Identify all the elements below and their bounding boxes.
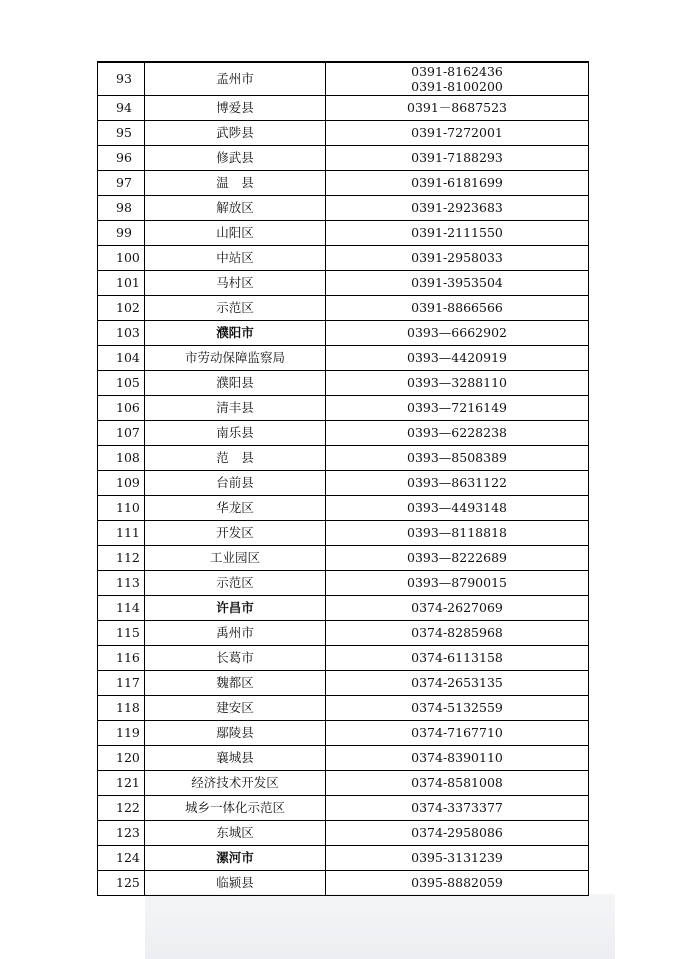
phone-cell	[326, 846, 589, 871]
district-name-cell: 开发区	[145, 521, 326, 546]
table-row	[98, 421, 589, 446]
phone-number: 0391-2958033	[411, 250, 503, 265]
district-name-cell: 经济技术开发区	[145, 771, 326, 796]
table-row	[98, 346, 589, 371]
city-name-cell: 许昌市	[145, 596, 326, 621]
row-number: 122	[98, 796, 145, 821]
phone-number: 0391-2923683	[411, 200, 503, 215]
phone-cell	[326, 96, 589, 121]
table-row	[98, 546, 589, 571]
phone-number: 0393—3288110	[407, 375, 507, 390]
row-number: 120	[98, 746, 145, 771]
phone-number: 0391-8866566	[411, 300, 503, 315]
row-number: 110	[98, 496, 145, 521]
table-row	[98, 846, 589, 871]
phone-number: 0393—8118818	[407, 525, 507, 540]
table-row	[98, 671, 589, 696]
phone-cell	[326, 346, 589, 371]
phone-cell	[326, 696, 589, 721]
district-name-cell: 魏都区	[145, 671, 326, 696]
phone-cell	[326, 121, 589, 146]
phone-cell	[326, 496, 589, 521]
row-number: 118	[98, 696, 145, 721]
phone-number: 0374-2958086	[411, 825, 503, 840]
phone-cell	[326, 446, 589, 471]
table-row	[98, 596, 589, 621]
phone-number: 0393—8222689	[407, 550, 507, 565]
table-row	[98, 621, 589, 646]
table-row	[98, 396, 589, 421]
row-number: 103	[98, 321, 145, 346]
row-number: 114	[98, 596, 145, 621]
phone-cell	[326, 796, 589, 821]
row-number: 111	[98, 521, 145, 546]
phone-number: 0391－8687523	[407, 100, 507, 115]
row-number: 107	[98, 421, 145, 446]
row-number: 96	[98, 146, 145, 171]
phone-number: 0391-7188293	[411, 150, 503, 165]
phone-number: 0391-7272001	[411, 125, 503, 140]
phone-number: 0393—4493148	[407, 500, 507, 515]
district-name-cell: 襄城县	[145, 746, 326, 771]
district-name-cell: 长葛市	[145, 646, 326, 671]
phone-number: 0393—8631122	[407, 475, 507, 490]
table-row	[98, 121, 589, 146]
row-number: 125	[98, 871, 145, 896]
phone-cell	[326, 571, 589, 596]
phone-cell	[326, 746, 589, 771]
row-number: 116	[98, 646, 145, 671]
phone-cell	[326, 546, 589, 571]
phone-cell	[326, 62, 589, 96]
district-name-cell: 博爱县	[145, 96, 326, 121]
district-name-cell: 范 县	[145, 446, 326, 471]
phone-number: 0374-8581008	[411, 775, 503, 790]
table-row	[98, 746, 589, 771]
phone-cell	[326, 621, 589, 646]
city-name-cell: 漯河市	[145, 846, 326, 871]
district-name-cell: 修武县	[145, 146, 326, 171]
district-name-cell: 示范区	[145, 296, 326, 321]
district-name-cell: 鄢陵县	[145, 721, 326, 746]
contact-table	[97, 61, 589, 896]
phone-cell	[326, 671, 589, 696]
table-row	[98, 221, 589, 246]
row-number: 100	[98, 246, 145, 271]
district-name-cell: 南乐县	[145, 421, 326, 446]
phone-number: 0393—7216149	[407, 400, 507, 415]
phone-number: 0391-3953504	[411, 275, 503, 290]
table-row	[98, 321, 589, 346]
table-row	[98, 496, 589, 521]
district-name-cell: 孟州市	[145, 62, 326, 96]
phone-cell	[326, 196, 589, 221]
phone-cell	[326, 471, 589, 496]
phone-number: 0374-2653135	[411, 675, 503, 690]
phone-number: 0393—6228238	[407, 425, 507, 440]
row-number: 115	[98, 621, 145, 646]
row-number: 108	[98, 446, 145, 471]
row-number: 106	[98, 396, 145, 421]
district-name-cell: 禹州市	[145, 621, 326, 646]
row-number: 99	[98, 221, 145, 246]
district-name-cell: 武陟县	[145, 121, 326, 146]
phone-number: 0391-8162436	[411, 64, 503, 79]
phone-cell	[326, 646, 589, 671]
row-number: 95	[98, 121, 145, 146]
row-number: 105	[98, 371, 145, 396]
city-name-cell: 濮阳市	[145, 321, 326, 346]
row-number: 109	[98, 471, 145, 496]
district-name-cell: 示范区	[145, 571, 326, 596]
row-number: 113	[98, 571, 145, 596]
phone-number: 0374-2627069	[411, 600, 503, 615]
row-number: 124	[98, 846, 145, 871]
phone-number: 0374-5132559	[411, 700, 503, 715]
table-row	[98, 271, 589, 296]
row-number: 98	[98, 196, 145, 221]
table-row	[98, 871, 589, 896]
phone-number: 0374-6113158	[411, 650, 503, 665]
table-row	[98, 696, 589, 721]
phone-cell	[326, 371, 589, 396]
phone-cell	[326, 771, 589, 796]
phone-cell	[326, 296, 589, 321]
table-row	[98, 646, 589, 671]
phone-number: 0393—4420919	[407, 350, 507, 365]
row-number: 119	[98, 721, 145, 746]
phone-cell	[326, 521, 589, 546]
table-row	[98, 371, 589, 396]
phone-number: 0393—6662902	[407, 325, 507, 340]
table-row	[98, 521, 589, 546]
table-row	[98, 296, 589, 321]
district-name-cell: 市劳动保障监察局	[145, 346, 326, 371]
district-name-cell: 清丰县	[145, 396, 326, 421]
row-number: 101	[98, 271, 145, 296]
district-name-cell: 临颍县	[145, 871, 326, 896]
row-number: 121	[98, 771, 145, 796]
phone-number: 0374-8285968	[411, 625, 503, 640]
phone-cell	[326, 821, 589, 846]
row-number: 93	[98, 62, 145, 96]
page-bottom-shade	[145, 894, 615, 959]
row-number: 97	[98, 171, 145, 196]
phone-cell	[326, 721, 589, 746]
district-name-cell: 濮阳县	[145, 371, 326, 396]
table-row	[98, 146, 589, 171]
district-name-cell: 温 县	[145, 171, 326, 196]
table-row	[98, 821, 589, 846]
district-name-cell: 工业园区	[145, 546, 326, 571]
phone-number: 0374-7167710	[411, 725, 503, 740]
table-row	[98, 471, 589, 496]
phone-cell	[326, 221, 589, 246]
phone-number: 0393—8508389	[407, 450, 507, 465]
table-row	[98, 446, 589, 471]
phone-number: 0393—8790015	[407, 575, 507, 590]
phone-cell	[326, 321, 589, 346]
row-number: 117	[98, 671, 145, 696]
district-name-cell: 城乡一体化示范区	[145, 796, 326, 821]
row-number: 94	[98, 96, 145, 121]
row-number: 102	[98, 296, 145, 321]
district-name-cell: 东城区	[145, 821, 326, 846]
phone-number: 0391-2111550	[411, 225, 503, 240]
table-row	[98, 246, 589, 271]
row-number: 104	[98, 346, 145, 371]
phone-cell	[326, 246, 589, 271]
phone-number: 0391-8100200	[411, 79, 503, 94]
phone-cell	[326, 596, 589, 621]
district-name-cell: 解放区	[145, 196, 326, 221]
table-row	[98, 96, 589, 121]
district-name-cell: 华龙区	[145, 496, 326, 521]
table-row	[98, 721, 589, 746]
phone-cell	[326, 871, 589, 896]
phone-number: 0395-3131239	[411, 850, 503, 865]
phone-cell	[326, 421, 589, 446]
row-number: 123	[98, 821, 145, 846]
phone-cell	[326, 271, 589, 296]
district-name-cell: 中站区	[145, 246, 326, 271]
contact-table-body	[98, 62, 589, 896]
phone-number: 0374-3373377	[411, 800, 503, 815]
phone-number: 0374-8390110	[411, 750, 503, 765]
table-row	[98, 62, 589, 96]
table-row	[98, 171, 589, 196]
row-number: 112	[98, 546, 145, 571]
district-name-cell: 山阳区	[145, 221, 326, 246]
phone-number: 0391-6181699	[411, 175, 503, 190]
phone-cell	[326, 396, 589, 421]
table-row	[98, 771, 589, 796]
table-row	[98, 196, 589, 221]
phone-number: 0395-8882059	[411, 875, 503, 890]
table-row	[98, 571, 589, 596]
district-name-cell: 马村区	[145, 271, 326, 296]
district-name-cell: 建安区	[145, 696, 326, 721]
phone-cell	[326, 171, 589, 196]
table-row	[98, 796, 589, 821]
district-name-cell: 台前县	[145, 471, 326, 496]
phone-cell	[326, 146, 589, 171]
